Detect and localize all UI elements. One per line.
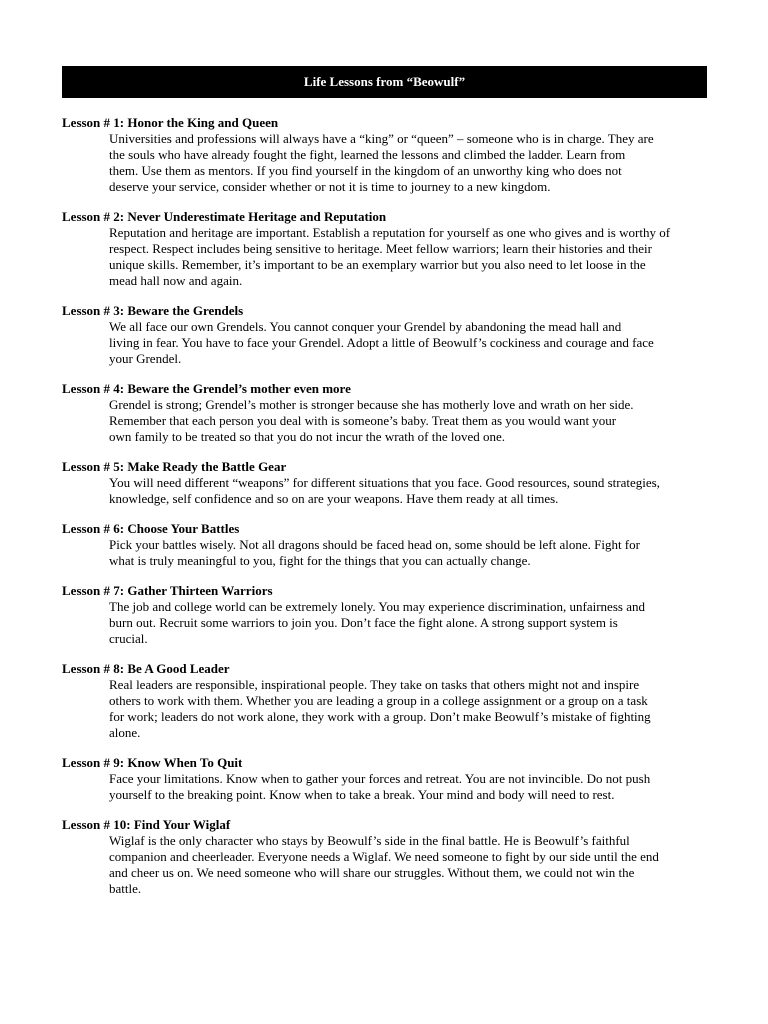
- lesson-10: [62, 817, 712, 897]
- lesson-title: Lesson # 10: Find Your Wiglaf: [62, 817, 231, 832]
- lesson-body: You will need different “weapons” for different situations that you face. Good resources, sound strategies, knowledge, self confidence and so on are your weapons. Have them ready at all times.: [109, 475, 660, 506]
- lesson-body: Grendel is strong; Grendel’s mother is stronger because she has motherly love and wrath on her side. Remember that each person you deal with is someone’s baby. Treat them as you would want your own family to be treated so that you do not incur the wrath of the loved one.: [109, 397, 634, 444]
- lesson-title: Lesson # 5: Make Ready the Battle Gear: [62, 459, 287, 474]
- lesson-4: [62, 381, 712, 445]
- lessons-list: [62, 115, 712, 911]
- lesson-body: Reputation and heritage are important. Establish a reputation for yourself as one who gives and is worthy of respect. Respect includes being sensitive to heritage. Meet fellow warriors; learn their histories and their unique skills. Remember, it’s important to be an exemplary warrior but you also need to let loose in the mead hall now and again.: [109, 225, 671, 288]
- lesson-title: Lesson # 6: Choose Your Battles: [62, 521, 240, 536]
- lesson-body: Pick your battles wisely. Not all dragons should be faced head on, some should be left alone. Fight for what is truly meaningful to you, fight for the things that you can actually change.: [109, 537, 640, 568]
- lesson-5: [62, 459, 712, 507]
- lesson-body: Face your limitations. Know when to gather your forces and retreat. You are not invincible. Do not push yourself to the breaking point. Know when to take a break. Your mind and body will need to rest.: [109, 771, 651, 802]
- lesson-body: Wiglaf is the only character who stays by Beowulf’s side in the final battle. He is Beowulf’s faithful companion and cheerleader. Everyone needs a Wiglaf. We need someone to fight by our side until the end and cheer us on. We need someone who will share our struggles. Without them, we could not win the battle.: [109, 833, 659, 896]
- lesson-2: [62, 209, 712, 289]
- lesson-3: [62, 303, 712, 367]
- lesson-8: [62, 661, 712, 741]
- lesson-body: Universities and professions will always have a “king” or “queen” – someone who is in charge. They are the souls who have already fought the fight, learned the lessons and climbed the ladder. Learn from them. Use them as mentors. If you find yourself in the kingdom of an unworthy king who does not deserve your service, consider whether or not it is time to journey to a new kingdom.: [109, 131, 654, 194]
- lesson-7: [62, 583, 712, 647]
- lesson-body: The job and college world can be extremely lonely. You may experience discrimination, unfairness and burn out. Recruit some warriors to join you. Don’t face the fight alone. A strong support system is crucial.: [109, 599, 645, 646]
- lesson-1: [62, 115, 712, 195]
- lesson-body: We all face our own Grendels. You cannot conquer your Grendel by abandoning the mead hall and living in fear. You have to face your Grendel. Adopt a little of Beowulf’s cockiness and courage and face your Grendel.: [109, 319, 654, 366]
- lesson-title: Lesson # 9: Know When To Quit: [62, 755, 243, 770]
- lesson-title: Lesson # 1: Honor the King and Queen: [62, 115, 279, 130]
- lesson-body: Real leaders are responsible, inspirational people. They take on tasks that others might not and inspire others to work with them. Whether you are leading a group in a college assignment or a group on a task for work; leaders do not work alone, they work with a group. Don’t make Beowulf’s mistake of fighting alone.: [109, 677, 651, 740]
- lesson-title: Lesson # 4: Beware the Grendel’s mother even more: [62, 381, 351, 396]
- lesson-title: Lesson # 3: Beware the Grendels: [62, 303, 244, 318]
- document-title-bar: [62, 66, 707, 98]
- lesson-title: Lesson # 7: Gather Thirteen Warriors: [62, 583, 273, 598]
- lesson-title: Lesson # 8: Be A Good Leader: [62, 661, 230, 676]
- lesson-title: Lesson # 2: Never Underestimate Heritage and Reputation: [62, 209, 387, 224]
- lesson-9: [62, 755, 712, 803]
- document-title: Life Lessons from “Beowulf”: [303, 74, 466, 89]
- lesson-6: [62, 521, 712, 569]
